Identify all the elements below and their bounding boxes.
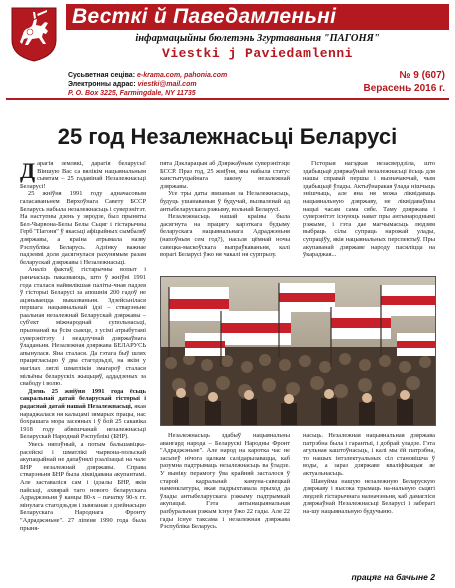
email-label: Электронны адрас: xyxy=(68,81,136,88)
newsletter-title: Весткі й Паведамленьні xyxy=(66,4,449,30)
article-paragraph: Усе тры даты звязаныя за Незалежнасьць, будуць ушанаваныя ў будучай, вызваленай ад антыбеларускага рэжыму, вольнай Беларусі. xyxy=(160,190,290,213)
newsletter-latin-title: Viestki j Paviedamlenni xyxy=(162,46,353,61)
postal-address: P. O. Box 3225, Farmingdale, NY 11735 xyxy=(68,90,196,97)
article-paragraph: 25 жніўня 1991 году адначасовым галасаваньнем Вярхоўнага Савету БССР Беларусь набыла незалежнасьць і суверэнітэт. На наступны дзень у зяродзе, был прыняты Бел-Чырвона-Белы Белы Сьцяг і гістарычны Герб "Пагоня" ў якасьці афіцыйных сымбаляў дзяржавы, а краіна атрымала назву Рэспубліка Беларусь. Адзінку важнае падзеямі доля дасягнулася рахунямым разам беларускай дзяржавы і Незалежнасьці. xyxy=(20,190,146,266)
article-paragraph: Гісторыя нагэдкая незасвердзіла, што здабыцьцё дзяржаўнай незалежнасьці ёсьць для нашы справай першы і вызначаючай, чым здабыцьцё ўлады. Актыўнаракая ўлада нішчыць знішчыць, але яна ня можа ліквідаваць нацыянальную дзяржаву, не ліквідаваўшы нацыі часам сама сябе. Таму дзяржава і суверэнітэт існуюць нават пры антынароднымі рэжыме, і гэта дае магчымасьць людзям выбраць сілы супраць нарожай улады, супраціўу, якія нацыянальных перспектыў. Пры акупаванай дзяржаве народу пасяліцца на ўкараджая... xyxy=(303,160,435,259)
website-link[interactable]: e-krama.com, pahonia.com xyxy=(136,72,228,79)
article-paragraph: Дарагія землякі, дарагія беларусы! Віншую Вас са вялікім нацыянальным сьвятам – 25 гадавінай Незалежнасьці Беларусі! xyxy=(20,160,146,190)
pahonia-logo xyxy=(8,6,60,62)
article-paragraph: насьць. Незалежная нацыянальная дзяржава патрэбна была і гарантыі, і добрай уладзе. Гэта агульная каштоўнасьць, і калі мы ёй патрэбна, то нашых інтэлектуальных сіл становішча ў воды, а зараз дзяржаве кваліфікацыя яе актуальнасьць. xyxy=(303,432,435,477)
issue-number: № 9 (607) xyxy=(399,70,445,81)
article-paragraph: Шануйма нашую незалежную Беларускую дзяржаву і высока трымаць на-нальную сьцягі людзей гістарычнага назначэньня, каб дамагліся дзяржаўнай Незалежнасьці Беларусі і заберагі на-шу нацыянальную будучыню. xyxy=(303,477,435,515)
continued-on-page-note[interactable]: працяг на бачыне 2 xyxy=(351,572,435,582)
article-column-2 xyxy=(160,160,290,270)
article-column-3 xyxy=(303,160,435,270)
issue-info xyxy=(363,70,445,94)
issue-date: Верасень 2016 г. xyxy=(363,83,445,94)
website-label: Сусьветная сеціва: xyxy=(68,72,136,79)
masthead xyxy=(6,4,449,104)
website-line xyxy=(68,71,348,80)
article-paragraph: Незалежнасьць здабыў нацыянальны авангард народа – Беларускі Народны Фронт "Адраджэньне". Але народ на каротка час не засьпеў нічога цалкам салідарызавацца, каб разумна падтрымаць незалежнасьць ва ўладзе. У выніку перамогу ўва крайняй засталося ў старой кадральнай камуна-савецкай наменклатуры, якая падрыхтавала прыход да ўлады антыбеларускага рэжыму падтрымкай акупацыі. Гэта антынацыянальная разбуральная рэжым існуе ўжо 22 гады. Але 22 гады існуе таксама і незалежная дзяржава Рэспубліка Беларусь. xyxy=(160,432,290,531)
newsletter-subtitle: інфармацыйны бюлетэнь Згуртаваньня "ПАГОНЯ" xyxy=(135,33,380,44)
article-column-3-lower xyxy=(303,432,435,560)
masthead-divider xyxy=(6,98,449,100)
article-paragraph: Незалежнасьць нашай краіны была дасягнута на працягу карэткага будыму беларускага нацыянальнага Адраджэньня (напоўным сем год?), насьля цёмнай ночы савецка-маскоўскага выпраўкаваньня, калі ворагі Беларусі ўжо ня чакалі ня сурпрызу. xyxy=(160,213,290,259)
email-link[interactable]: viestki@mail.com xyxy=(137,81,197,88)
title-block xyxy=(66,4,449,66)
article-paragraph: Дзень 25 жніўня 1991 года ёсьць сакральнай датай беларускай гісторыі і радаснай датай нашай Незалежнасьці, якая нараджалася ня кальцамі зямарых працы, нас бохрашага мора засеяных і ў бой 25 сакавіка 1918 году абвешчанай незалежнасьці Беларускай Народнай Рэспублікі (БНР). xyxy=(20,387,146,441)
article-paragraph: пята Дэкларацыя аб Дзяржаўным суверэнітэце БССР. Праз год, 25 жніўня, яна набыла статус канстытуцыйнага закону незалежнай дзяржавы. xyxy=(160,160,290,190)
article-column-1 xyxy=(20,160,146,568)
article-paragraph: Аналіз фактаў, гістарычны вопыт і раньчасьць паказваюць, што ў жніўні 1991 года сталася найвялікшая паліты-чная падзея ў гісторыі Беларусі за апошнія 200 гадоў не ацэньваецца выказваньня. Здзейсьнілася першага нацыянальнай ідэі – стварэньне раальная незалежнай Беларускай дзяржавы – суб'ект міжнароднай супольнасьці, прызнанай ва ўсім сьвеце, з усімі атрыбутамі суверэнітэту і неадлучнай дзяржаўнага ўладаньня. Незалежная дзяржава БЕЛАРУСЬ апынулася. Яна сталася. Да гэтага быў шлях працягласьцю ў два стагодзьдзі, на якім у магілах ляглі шматлікія змагароў сталася мільёны беларускіх жыцьцяў, аддадзеных за свабоду і волю. xyxy=(20,266,146,388)
drop-cap: Д xyxy=(20,160,36,183)
email-line xyxy=(68,80,348,89)
article-paragraph: Увесь няпэўный, а потым бальшавіцка-расейскі і шматлікі чырвона-польскай акупацыйнай не дапаўнялі рэалізацыі на чале БНР незалежнай дзяржавы. Справа стварэньня БНР была ліквідавана акупантамі. Але заставаліся сам і ідэалы БНР, якія пайсьці, ахвярай таго нового беларускага Адраджэньня ў канцы 80-х – пачатку 90-х гг. мінулага стагодзьдзя і зьвязаная з дзейнасьцю Беларускага Народнага Фронту "Адраджэньне". 27 ліпеня 1990 года была прыня- xyxy=(20,440,146,532)
contact-info xyxy=(68,71,348,98)
article-headline: 25 год Незалежнасьці Беларусі xyxy=(57,124,398,149)
article-column-2-lower xyxy=(160,432,290,568)
rally-photo xyxy=(160,276,436,426)
